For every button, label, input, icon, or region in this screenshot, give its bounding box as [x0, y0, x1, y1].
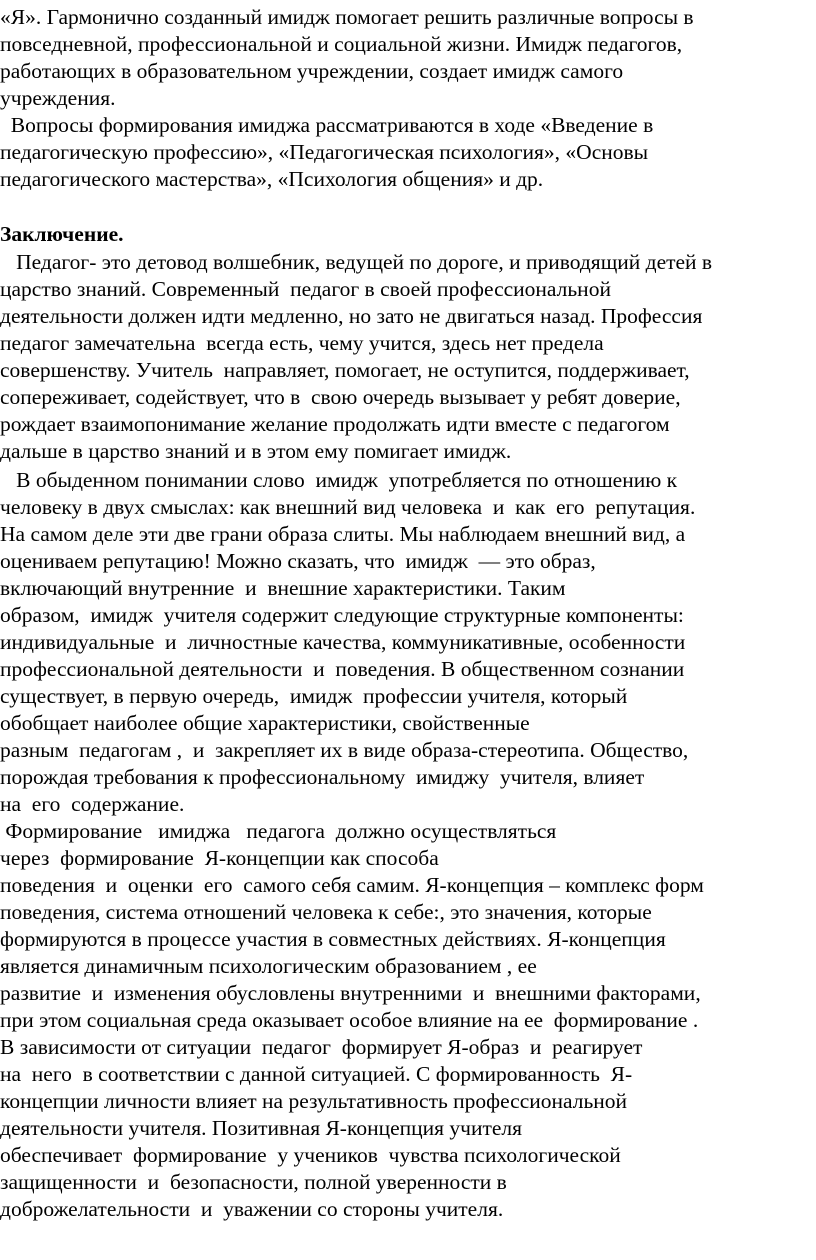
text-line: поведения, система отношений человека к себе:, это значения, которые [0, 900, 652, 924]
text-line: совершенству. Учитель направляет, помогает, не оступится, поддерживает, [0, 358, 690, 382]
text-line: обобщает наиболее общие характеристики, свойственные [0, 711, 530, 735]
text-line: через формирование Я-концепции как способа [0, 846, 439, 870]
text-line: Педагог- это детовод волшебник, ведущей по дороге, и приводящий детей в [0, 250, 713, 274]
text-line: педагог замечательна всегда есть, чему учится, здесь нет предела [0, 331, 604, 355]
text-line: на него в соответствии с данной ситуацией. С формированность Я- [0, 1062, 633, 1086]
text-line: сопереживает, содействует, что в свою очередь вызывает у ребят доверие, [0, 385, 681, 409]
text-line: доброжелательности и уважении со стороны учителя. [0, 1197, 504, 1221]
text-line: профессиональной деятельности и поведения. В общественном сознании [0, 657, 685, 681]
text-line: обеспечивает формирование у учеников чувства психологической [0, 1143, 621, 1167]
text-line: при этом социальная среда оказывает особое влияние на ее формирование . [0, 1008, 699, 1032]
text-line: поведения и оценки его самого себя самим. Я-концепция – комплекс форм [0, 873, 704, 897]
text-line: защищенности и безопасности, полной уверенности в [0, 1170, 507, 1194]
text-line: «Я». Гармонично созданный имидж помогает решить различные вопросы в [0, 5, 694, 29]
text-line: учреждения. [0, 86, 116, 110]
text-line: является динамичным психологическим образованием , ее [0, 954, 537, 978]
text-line: оцениваем репутацию! Можно сказать, что имидж — это образ, [0, 549, 596, 573]
text-line: развитие и изменения обусловлены внутренними и внешними факторами, [0, 981, 701, 1005]
text-line: концепции личности влияет на результативность профессиональной [0, 1089, 628, 1113]
section-heading: Заключение. [0, 222, 124, 246]
text-line: на его содержание. [0, 792, 185, 816]
text-line: рождает взаимопонимание желание продолжать идти вместе с педагогом [0, 412, 670, 436]
text-line: педагогического мастерства», «Психология общения» и др. [0, 167, 544, 191]
text-line: деятельности должен идти медленно, но зато не двигаться назад. Профессия [0, 304, 703, 328]
text-line: Вопросы формирования имиджа рассматриваются в ходе «Введение в [0, 113, 654, 137]
text-line: дальше в царство знаний и в этом ему помигает имидж. [0, 439, 512, 463]
text-line: педагогическую профессию», «Педагогическая психология», «Основы [0, 140, 649, 164]
text-line: работающих в образовательном учреждении, создает имидж самого [0, 59, 624, 83]
text-line: повседневной, профессиональной и социальной жизни. Имидж педагогов, [0, 32, 683, 56]
text-line: царство знаний. Современный педагог в своей профессиональной [0, 277, 611, 301]
text-line: порождая требования к профессиональному имиджу учителя, влияет [0, 765, 645, 789]
text-line: В зависимости от ситуации педагог формирует Я-образ и реагирует [0, 1035, 643, 1059]
text-line: разным педагогам , и закрепляет их в виде образа-стереотипа. Общество, [0, 738, 689, 762]
text-line: Формирование имиджа педагога должно осуществляться [0, 819, 557, 843]
text-line: образом, имидж учителя содержит следующие структурные компоненты: [0, 603, 684, 627]
text-line: деятельности учителя. Позитивная Я-концепция учителя [0, 1116, 523, 1140]
text-line: В обыденном понимании слово имидж употребляется по отношению к [0, 468, 678, 492]
text-line: На самом деле эти две грани образа слиты. Мы наблюдаем внешний вид, а [0, 522, 686, 546]
text-line: существует, в первую очередь, имидж профессии учителя, который [0, 684, 628, 708]
text-line: человеку в двух смыслах: как внешний вид человека и как его репутация. [0, 495, 696, 519]
text-line: индивидуальные и личностные качества, коммуникативные, особенности [0, 630, 686, 654]
text-line: включающий внутренние и внешние характеристики. Таким [0, 576, 566, 600]
text-line: формируются в процессе участия в совместных действиях. Я-концепция [0, 927, 666, 951]
